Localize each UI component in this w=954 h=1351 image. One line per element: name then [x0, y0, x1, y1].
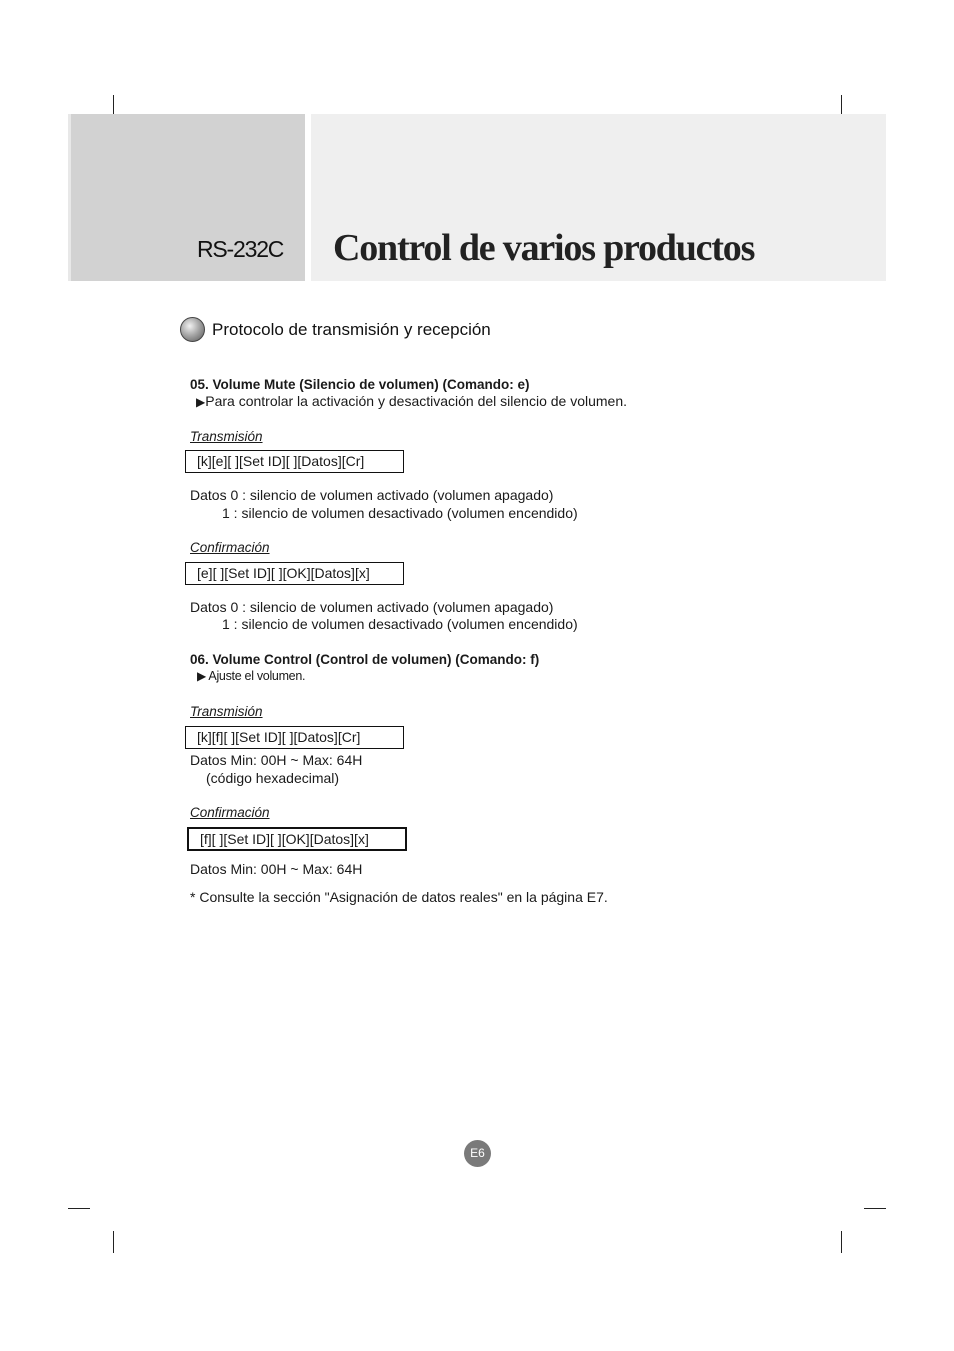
cmd05-tx-data-0: Datos 0 : silencio de volumen activado (volumen apagado) [190, 487, 554, 503]
cmd06-title: 06. Volume Control (Control de volumen) (Comando: f) [190, 652, 540, 667]
footnote: * Consulte la sección "Asignación de datos reales" en la página E7. [190, 889, 608, 905]
triangle-right-icon: ▶ [197, 669, 206, 683]
page-number: E6 [464, 1140, 491, 1167]
cmd05-ack-label: Confirmación [190, 540, 270, 555]
cmd05-ack-data-0: Datos 0 : silencio de volumen activado (volumen apagado) [190, 599, 554, 615]
cmd05-ack-data-1: 1 : silencio de volumen desactivado (volumen encendido) [222, 616, 578, 632]
cmd06-desc: Ajuste el volumen. [208, 669, 306, 683]
cmd06-tx-code: [k][f][ ][Set ID][ ][Datos][Cr] [185, 726, 404, 749]
cmd05-tx-data-1: 1 : silencio de volumen desactivado (volumen encendido) [222, 505, 578, 521]
crop-mark-bottom-right-h [864, 1208, 886, 1209]
crop-mark-bottom-left-v [113, 1231, 114, 1253]
cmd05-tx-code: [k][e][ ][Set ID][ ][Datos][Cr] [185, 450, 404, 473]
cmd05-ack-code: [e][ ][Set ID][ ][OK][Datos][x] [185, 562, 404, 585]
cmd06-tx-label: Transmisión [190, 704, 263, 719]
subheading-row [180, 317, 491, 342]
section-tag: RS-232C [197, 236, 284, 262]
cmd05-title: 05. Volume Mute (Silencio de volumen) (Comando: e) [190, 377, 530, 392]
cmd06-ack-data: Datos Min: 00H ~ Max: 64H [190, 861, 363, 877]
cmd06-desc-row [197, 668, 305, 685]
cmd06-ack-label: Confirmación [190, 805, 270, 820]
cmd05-desc-row [196, 393, 627, 411]
cmd05-desc: Para controlar la activación y desactivación del silencio de volumen. [205, 393, 628, 409]
sphere-bullet-icon [180, 317, 205, 342]
triangle-right-icon: ▶ [196, 395, 206, 409]
page-title: Control de varios productos [333, 227, 755, 269]
crop-mark-bottom-right-v [841, 1231, 842, 1253]
cmd06-tx-data: Datos Min: 00H ~ Max: 64H [190, 752, 363, 768]
cmd06-ack-code: [f][ ][Set ID][ ][OK][Datos][x] [187, 827, 407, 851]
crop-mark-bottom-left-h [68, 1208, 90, 1209]
subheading: Protocolo de transmisión y recepción [212, 319, 491, 339]
cmd06-tx-data-note: (código hexadecimal) [206, 770, 340, 786]
cmd05-tx-label: Transmisión [190, 429, 263, 444]
